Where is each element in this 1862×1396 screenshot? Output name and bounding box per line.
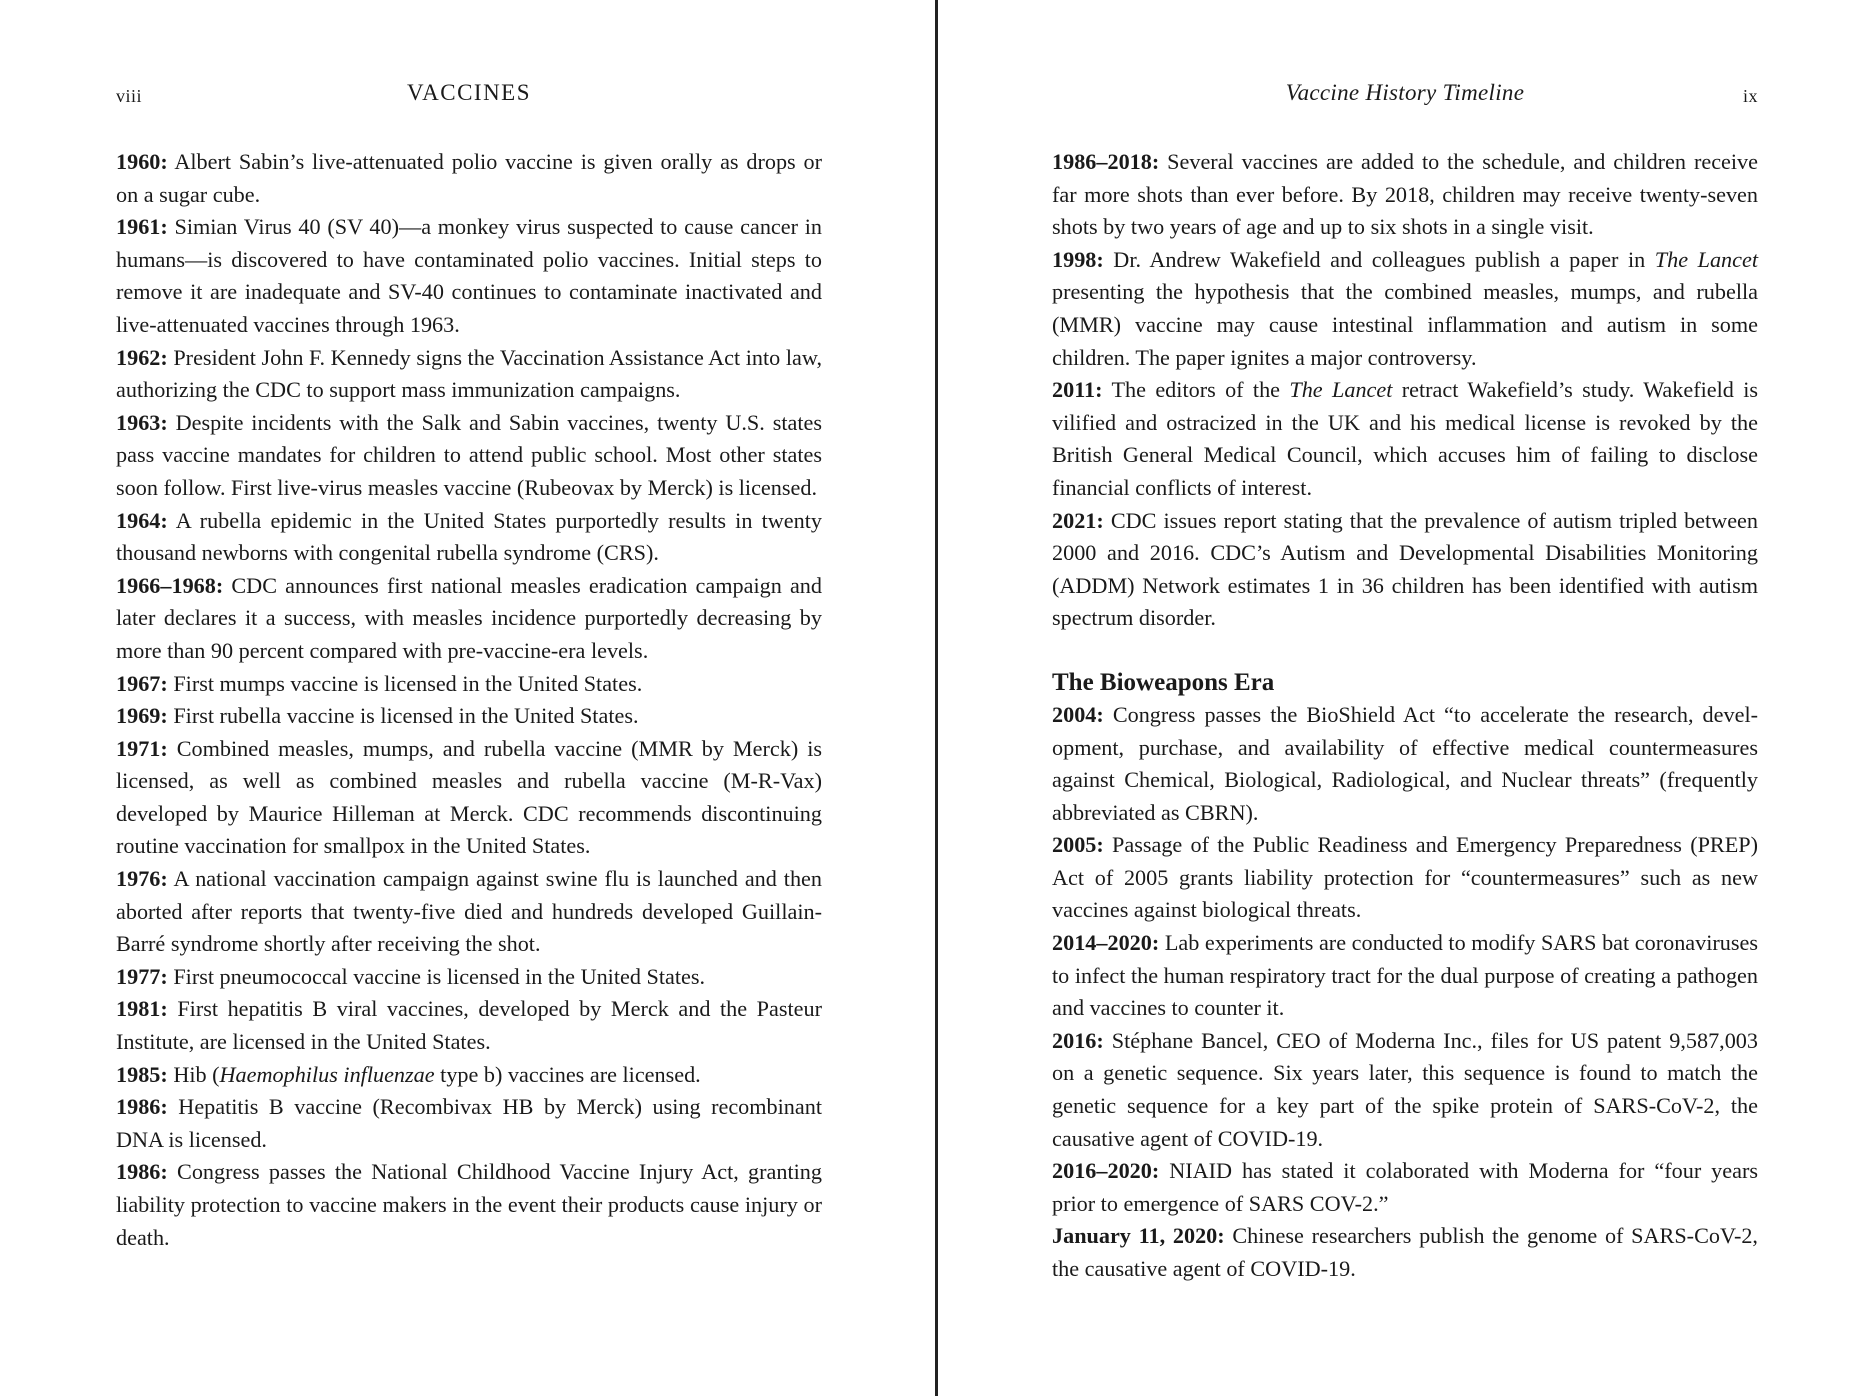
page-gutter-divider xyxy=(935,0,938,1396)
timeline-entry xyxy=(116,700,822,733)
entry-year: 1985: xyxy=(116,1061,168,1087)
timeline-entry xyxy=(1052,829,1758,927)
entry-text: CDC announces first national measles eradication campaign and later declares it a success, with measles incidence purportedly decreasing by more than 90 percent compared with pre-vaccine-era levels. xyxy=(116,572,822,663)
entry-text: type b) vaccines are licensed. xyxy=(434,1061,701,1087)
entry-text: Hepatitis B vaccine (Recombivax HB by Merck) using recombinant DNA is licensed. xyxy=(116,1094,822,1152)
entry-text: The editors of the xyxy=(1102,377,1290,403)
entry-year: 2014–2020: xyxy=(1052,930,1160,956)
entry-italic-text: The Lancet xyxy=(1289,377,1393,403)
entry-text: Stéphane Bancel, CEO of Moderna Inc., files for US patent 9,587,003 on a genetic sequence. Six years later, this sequence is found to match the genetic sequence for a key part of the spike protein of SARS-CoV-2, the causative agent of COVID-19. xyxy=(1052,1027,1758,1151)
section-heading: The Bioweapons Era xyxy=(1052,668,1275,696)
entry-text: CDC issues report stating that the prevalence of autism tripled between 2000 and 2016. CDC’s Autism and Developmental Disabilities Monitoring (ADDM) Network estimates 1 in 36 children has been identified with autism spectrum disorder. xyxy=(1052,507,1758,631)
timeline-entry xyxy=(116,505,822,570)
entry-text: presenting the hypothesis that the combined measles, mumps, and rubella (MMR) vaccine may cause intestinal inflammation and autism in some children. The paper ignites a major controversy. xyxy=(1052,279,1758,370)
entry-text: First pneumococcal vaccine is licensed in the United States. xyxy=(167,963,706,989)
book-title-header: VACCINES xyxy=(406,80,532,105)
timeline-entry xyxy=(1052,1025,1758,1155)
page-number: viii xyxy=(116,86,143,106)
entry-text: First mumps vaccine is licensed in the United States. xyxy=(167,670,643,696)
timeline-entry xyxy=(116,1059,822,1092)
timeline-entry xyxy=(116,407,822,505)
entry-italic-text: Haemophilus influenzae xyxy=(219,1061,435,1087)
entry-year: 1998: xyxy=(1052,246,1104,272)
running-head-left xyxy=(116,80,822,110)
entry-year: 2016–2020: xyxy=(1052,1158,1160,1184)
timeline-text-left xyxy=(116,146,822,1254)
timeline-text-right xyxy=(1052,146,1758,1286)
timeline-entry xyxy=(116,668,822,701)
entry-text: Hib ( xyxy=(167,1061,220,1087)
timeline-entry xyxy=(116,146,822,211)
entry-year: 1981: xyxy=(116,996,168,1022)
timeline-entry xyxy=(116,961,822,994)
timeline-entry xyxy=(1052,1155,1758,1220)
entry-text: First hepatitis B viral vaccines, developed by Merck and the Pasteur Institute, are licensed in the United States. xyxy=(116,996,822,1055)
timeline-entry xyxy=(116,211,822,341)
entry-year: 1969: xyxy=(116,703,168,729)
timeline-entry xyxy=(1052,146,1758,244)
entry-year: 1962: xyxy=(116,344,168,370)
entry-year: 1964: xyxy=(116,507,168,533)
entry-text: A national vaccination campaign against swine flu is launched and then aborted after reports that twenty-five died and hundreds developed Guillain-Barré syndrome shortly after receiving the shot. xyxy=(116,866,822,957)
page-number: ix xyxy=(1742,86,1758,106)
entry-text: Albert Sabin’s live-attenuated polio vaccine is given orally as drops or on a sugar cube. xyxy=(116,149,822,207)
entry-year: 1967: xyxy=(116,670,168,696)
entry-year: 1976: xyxy=(116,866,168,892)
running-head-right xyxy=(1052,80,1758,110)
timeline-entry xyxy=(1052,505,1758,635)
entry-text: Despite incidents with the Salk and Sabin vaccines, twenty U.S. states pass vaccine mandates for children to attend public school. Most other states soon follow. First live-virus measles vaccine (Rubeovax by Merck) is licensed. xyxy=(116,409,822,500)
entry-text: Congress passes the National Childhood Vaccine Injury Act, granting liability protection to vaccine makers in the event their products cause injury or death. xyxy=(116,1159,822,1250)
entry-year: 2011: xyxy=(1052,377,1103,403)
timeline-entry xyxy=(1052,1220,1758,1285)
timeline-entry xyxy=(116,570,822,668)
timeline-entry xyxy=(116,993,822,1058)
entry-italic-text: The Lancet xyxy=(1654,246,1759,272)
entry-year: 2021: xyxy=(1052,507,1104,533)
entry-text: Simian Virus 40 (SV 40)—a monkey virus suspected to cause cancer in humans—is discovered to have contaminated polio vaccines. Initial steps to remove it are inadequate and SV-40 continues to contaminate inactivated and live-attenuated vaccines through 1963. xyxy=(116,214,822,337)
entry-year: 1986: xyxy=(116,1159,168,1185)
entry-text: First rubella vaccine is licensed in the United States. xyxy=(167,703,639,729)
entry-year: 1971: xyxy=(116,735,168,761)
entry-text: Congress passes the BioShield Act “to accelerate the research, development, purchase, and availability of effective medical countermeasures against Chemical, Biological, Radiological, and Nuclear threats” (frequently abbreviated as CBRN). xyxy=(1052,701,1758,825)
entry-year: 1977: xyxy=(116,963,168,989)
timeline-entry xyxy=(1052,244,1758,374)
timeline-entry xyxy=(1052,374,1758,504)
entry-text: A rubella epidemic in the United States purportedly results in twenty thousand newborns with congenital rubella syndrome (CRS). xyxy=(116,507,822,566)
entry-text: Combined measles, mumps, and rubella vaccine (MMR by Merck) is licensed, as well as combined measles and rubella vaccine (M-R-Vax) developed by Maurice Hilleman at Merck. CDC recommends discontinuing routine vaccination for smallpox in the United States. xyxy=(116,735,822,859)
entry-text: Dr. Andrew Wakefield and colleagues publish a paper in xyxy=(1103,246,1655,272)
entry-year: 2005: xyxy=(1052,832,1104,858)
entry-text: President John F. Kennedy signs the Vaccination Assistance Act into law, authorizing the CDC to support mass immunization campaigns. xyxy=(116,344,822,403)
entry-year: January 11, 2020: xyxy=(1052,1223,1225,1249)
timeline-entry xyxy=(116,342,822,407)
timeline-entry xyxy=(1052,927,1758,1025)
entry-year: 2004: xyxy=(1052,701,1104,727)
entry-year: 2016: xyxy=(1052,1027,1104,1053)
entry-year: 1961: xyxy=(116,214,168,240)
timeline-entry xyxy=(1052,699,1758,829)
chapter-title-header: Vaccine History Timeline xyxy=(1285,80,1525,105)
entry-text: Passage of the Public Readiness and Emergency Preparedness (PREP) Act of 2005 grants liability protection for “countermeasures” such as new vaccines against biological threats. xyxy=(1052,832,1758,923)
timeline-entry xyxy=(116,1091,822,1156)
entry-text: Lab experiments are conducted to modify SARS bat coronaviruses to infect the human respiratory tract for the dual purpose of creating a pathogen and vaccines to counter it. xyxy=(1052,930,1758,1021)
entry-text: NIAID has stated it colaborated with Moderna for “four years prior to emergence of SARS COV-2.” xyxy=(1052,1158,1758,1216)
entry-year: 1986: xyxy=(116,1094,168,1120)
entry-text: Chinese researchers publish the genome of SARS-CoV-2, the causative agent of COVID-19. xyxy=(1052,1223,1758,1281)
entry-year: 1986–2018: xyxy=(1052,149,1160,174)
entry-year: 1966–1968: xyxy=(116,572,224,598)
entry-text: Several vaccines are added to the schedule, and children receive far more shots than ever before. By 2018, children may receive twenty-seven shots by two years of age and up to six shots in a single visit. xyxy=(1052,149,1758,240)
timeline-entry xyxy=(116,1156,822,1254)
timeline-entry xyxy=(116,863,822,961)
entry-text: retract Wakefield’s study. Wakefield is vilified and ostracized in the UK and his medical license is revoked by the British General Medical Council, which accuses him of failing to disclose financial conflicts of interest. xyxy=(1052,377,1759,500)
timeline-entry xyxy=(116,733,822,863)
entry-year: 1960: xyxy=(116,149,168,174)
entry-year: 1963: xyxy=(116,409,168,435)
